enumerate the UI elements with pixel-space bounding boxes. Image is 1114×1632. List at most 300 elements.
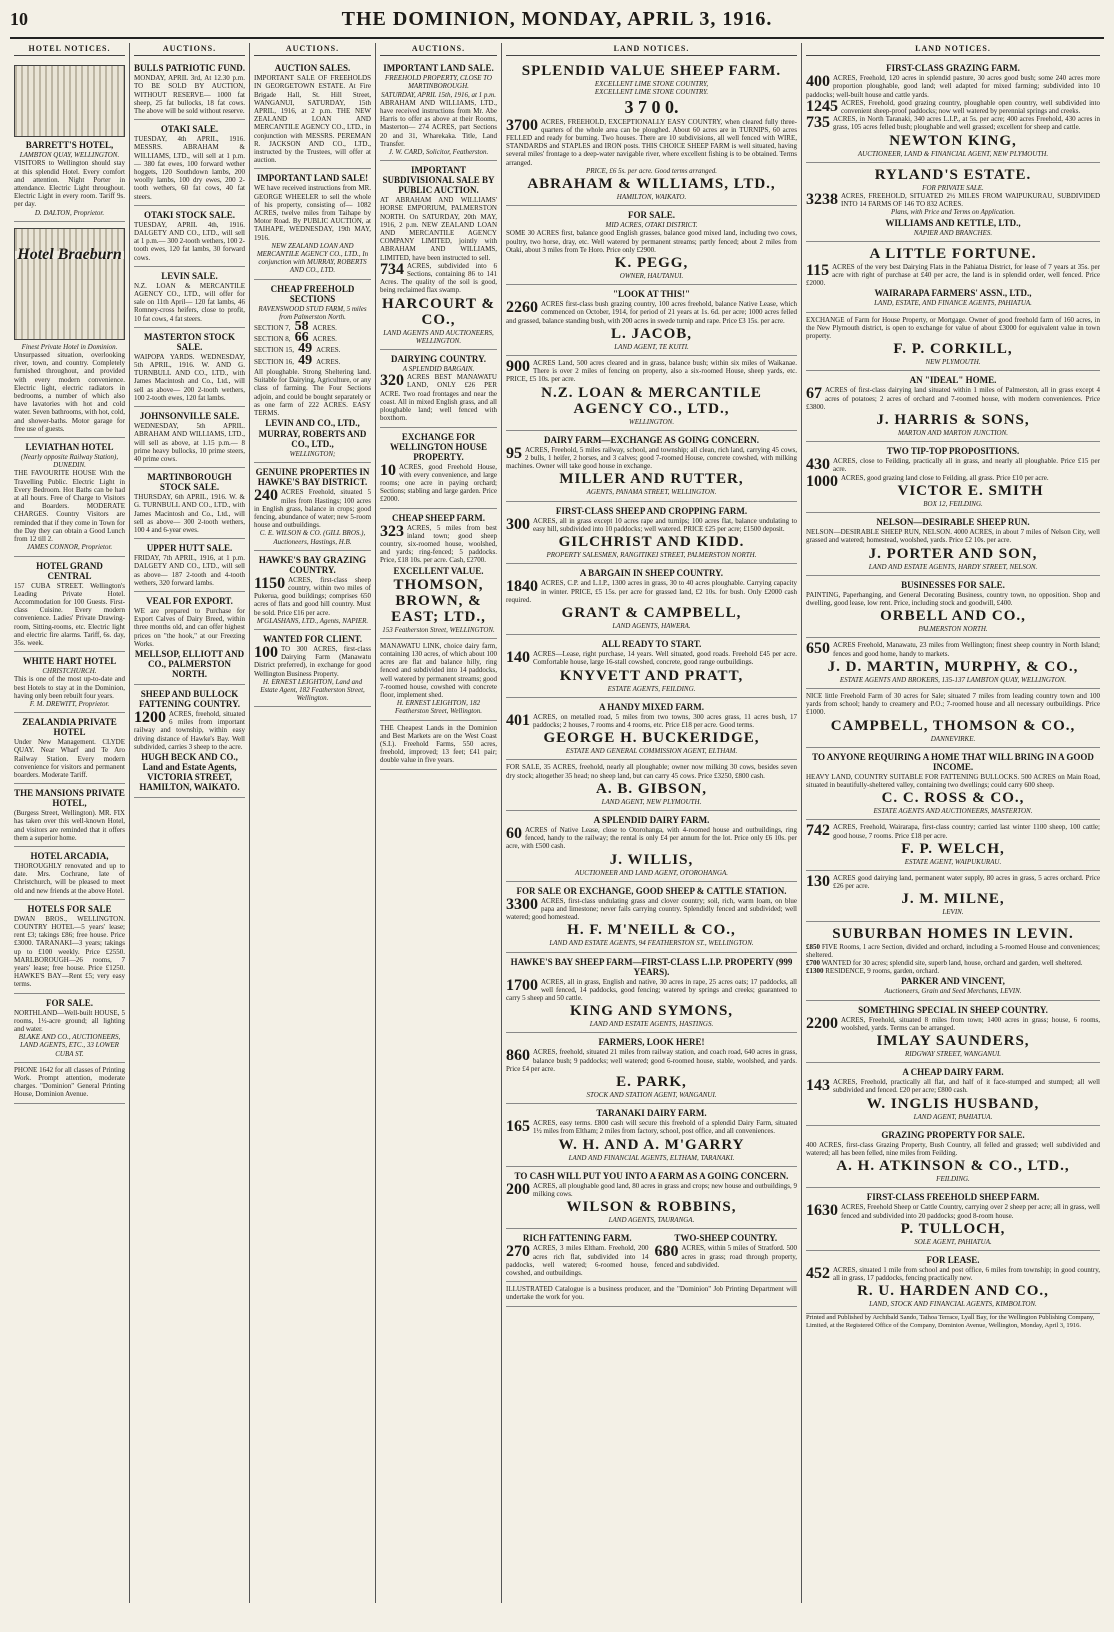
acreage-figure: 1000 [806,472,838,490]
ad-body: ACRES first-class bush grazing country, 100 acres freehold, balance Native Lease, which commenced on October, 1914, for period of 21 years at 1s. 6d. per acre; 1000 acres felled and grassed, balance standing bush, with 200 acres in swede turnip and rape. Price £3 15s. per acre. [506,300,797,325]
ad-exchange-farm [806,313,1100,372]
ad-leviathan-hotel [14,438,125,556]
ad-agent-location: ESTATE AGENTS AND BROKERS, 135-137 LAMBTON QUAY, WELLINGTON. [839,675,1067,684]
ad-agent: L. JACOB, [610,325,693,342]
ad-agent-location: STOCK AND STATION AGENT, WANGANUI. [586,1090,717,1099]
ad-agent-location: DANNEVIRKE. [930,734,976,743]
ad-heading: FOR LEASE. [926,1255,980,1266]
acreage-figure: 3700 [506,116,538,134]
ad-agent: J. W. CARD, Solicitor, Featherston. [388,148,489,157]
ad-heading: IMPORTANT SUBDIVISIONAL SALE BY PUBLIC AUCTION. [382,165,495,196]
ad-important-land-sale [254,169,371,279]
ad-ideal-home [806,371,1100,442]
ad-hawkes-bay-grazing [254,551,371,630]
ad-agent: GRANT & CAMPBELL, [561,604,742,621]
ad-heading: MARTINBOROUGH STOCK SALE. [147,472,232,493]
ad-heading: A CHEAP DAIRY FARM. [902,1067,1004,1078]
ad-heading: RYLAND'S ESTATE. [874,166,1032,183]
ad-body: ACRES, all in grass except 10 acres rape and turnips; 100 acres flat, balance undulating to easy hill, subdivided into 10 paddocks; well watered. PRICE £25 per acre; £1500 deposit. [533,516,797,533]
ad-body: ACRES, good grazing land close to Feilding, all grass. Price £10 per acre. [841,473,1049,482]
ad-agent: N.Z. LOAN & MERCANTILE AGENCY CO., LTD., [541,384,762,417]
ad-body: ACRES, close to Feilding, practically all in grass, and nearly all ploughable. Price £15 per acre. [833,457,1100,474]
ad-body: ACRES, Freehold, practically all flat, and half of it face-stumped and stumped; all well subdivided and fenced. £20 per acre; £800 cash. [833,1078,1100,1095]
ad-agent: F. P. WELCH, [901,840,1005,857]
acreage-figure: 95 [506,444,522,462]
ad-sheep-cropping-farm [506,502,797,565]
ad-35-acres [506,760,797,811]
ad-grazing-property [806,1126,1100,1189]
ad-body: ACRES, on metalled road, 5 miles from two towns, 300 acres grass, 11 acres bush, 17 paddocks; 2 houses, 7 rooms and 4 rooms, etc. Price £18 per acre. Good terms. [533,712,797,729]
ad-body: ACRES, C.P. and L.I.P., 1300 acres in grass, 30 to 40 acres ploughable. Carrying capacity in winter. PRICE, £5 15s. per acre for grassed land, £2 10s. for bush. Only £2000 cash required. [506,579,797,604]
ad-agent: H. ERNEST LEIGHTON, Land and Estate Agent, 182 Featherston Street, Wellington. [260,677,365,703]
ad-body: SOME 30 ACRES first, balance good English grasses, balance good mixed land, including two cows, poultry, two horse, dray, etc. Well watered by permanent streams; partly fenced; about 2 miles from Otaki, about 3 miles from Te Horo. Price only £2900. [506,229,797,254]
ad-heading: CHEAP SHEEP FARM. [391,512,486,523]
ad-agent: A. B. GIBSON, [596,780,707,797]
ad-hotel-grand-central [14,557,125,653]
ad-agent-location: WELLINGTON; [289,450,336,459]
columns [10,43,1104,1603]
ad-heading: FIRST-CLASS SHEEP AND CROPPING FARM. [555,505,748,516]
ad-body: ACRES, Freehold Sheep or Cattle Country, carrying over 2 sheep per acre; all in grass, well fenced and subdivided into 20 paddocks; good 8-room house. [841,1203,1100,1220]
ad-first-class-grazing [806,59,1100,163]
ad-splendid-sheep-farm [506,59,797,206]
ad-agent: WILLIAMS AND KETTLE, LTD., [885,217,1021,228]
ad-heading: BARRETT'S HOTEL, [25,140,114,151]
ad-agent-location: OWNER, HAUTANUI. [619,272,684,281]
ad-agent: HUGH BECK AND CO., Land and Estate Agents, VICTORIA STREET, HAMILTON, WAIKATO. [139,751,240,792]
acreage-figure: 1840 [506,578,538,596]
ad-martinborough-stock-sale [134,468,245,539]
acreage-figure: 143 [806,1077,830,1095]
ad-cheap-dairy-farm [806,1063,1100,1126]
ad-body: FOR SALE, 35 ACRES, freehold, nearly all ploughable; owner now milking 30 cows, besides seven dry stock; altogether 35 head; no sheep land, but can carry 45 cows. Price £3250, £800 cash. [506,763,797,780]
ad-proprietor: F. M. DREWITT, Proprietor. [29,699,110,708]
ad-heading: A LITTLE FORTUNE. [869,245,1037,262]
ad-agent-location: LAND AGENTS AND AUCTIONEERS, WELLINGTON. [383,328,494,345]
column-auctions-1 [130,43,250,1603]
ad-agent-location: LAND AGENT, TE KUITI. [614,342,689,351]
acreage-figure: 401 [506,711,530,729]
ad-cheap-freehold-sections [254,280,371,464]
ad-agent-location: WELLINGTON. [628,417,675,426]
acreage-figure: 2260 [506,299,538,317]
acreage-figure: 1150 [254,574,286,592]
section-heading: AUCTIONS. [380,43,497,56]
ad-agent: KING AND SYMONS, [569,1003,734,1020]
ad-body: TUESDAY, APRIL 4th, 1916. DALGETY AND CO., LTD., will sell at 1 p.m.— 300 2-tooth wethers, 100 2-tooth ewes, 120 fat lambs, 30 forward cows. [134,220,245,262]
ad-agent: H. ERNEST LEIGHTON, 182 Featherston Street, Wellington. [395,699,482,716]
ad-manawatu-link [380,639,497,721]
ad-heading: RICH FATTENING FARM. [522,1233,632,1244]
ad-heading: WANTED FOR CLIENT. [262,633,363,644]
ad-subheading: (Nearly opposite Railway Station), DUNEDIN. [20,453,119,470]
ad-bulls-patriotic-fund [134,59,245,120]
ad-agent-location: NEW PLYMOUTH. [925,358,981,367]
ad-heading: AUCTION SALES. [274,63,351,74]
acreage-figure: 734 [380,260,404,278]
ad-agent-location: 153 Featherston Street, WELLINGTON. [382,625,495,634]
ad-two-sheep-country [655,1232,798,1277]
ad-body: MANAWATU LINK, choice dairy farm, containing 130 acres, of which about 100 acres are flat and balance hilly, ring fenced and subdivided into 14 paddocks, well watered by permanent streams; good 7-roomed house, cowshed with concrete floor, implement shed. [380,641,497,699]
ad-otaki-stock-sale [134,206,245,267]
ad-caption: Finest Private Hotel in Dominion. [21,342,118,351]
ad-subheading: FREEHOLD PROPERTY, CLOSE TO MARTINBOROUGH. [385,74,492,91]
acreage-figure: 300 [506,515,530,533]
ad-proprietor: JAMES CONNOR, Proprietor. [26,543,113,552]
ad-heading: DAIRYING COUNTRY. [390,354,487,365]
ad-otaki-sale [134,120,245,206]
ad-agent-location: ESTATE AGENTS AND AUCTIONEERS, MASTERTON. [873,807,1033,816]
ad-agent-location: LAND AND FINANCIAL AGENTS, ELTHAM, TARANAKI. [568,1153,735,1162]
ad-body: ACRES, good Freehold House, with every convenience, and large rooms; one acre in paying orchard; Sections; stabling and large garden. Price £2000. [380,462,497,504]
ad-subheading: FOR PRIVATE SALE. [922,183,984,192]
ad-waikanae-land [506,356,797,431]
column-land-notices-2 [802,43,1104,1603]
ad-agent: WAIRARAPA FARMERS' ASSN., LTD., [874,288,1032,299]
ad-agent: WILSON & ROBBINS, [566,1199,737,1216]
acreage-figure: 60 [506,824,522,842]
ad-heading: SUBURBAN HOMES IN LEVIN. [832,925,1074,942]
ad-body: ACRES, Freehold, Wairarapa, first-class country; carried last winter 1100 sheep, 100 cattle; good house, 7 rooms. Price £18 per acre. [833,823,1100,840]
ad-body: WEDNESDAY, 5th APRIL. ABRAHAM AND WILLIAMS, LTD., will sell as above, at 1.15 p.m.— 8 prime heavy bullocks, 10 prime steers, 40 prime cows. [134,422,245,463]
ad-body: WAIPOPA YARDS. WEDNESDAY, 5th APRIL, 1916. W. AND G. TURNBULL AND CO., LTD., with James Macintosh and Co., Ltd., will sell as above— 200 2-tooth wethers, 100 2-tooth ewes, 120 fat lambs. [134,352,245,402]
ad-big-figure: 3 7 0 0. [624,96,679,117]
price-line: £700 WANTED for 30 acres; splendid site, superb land, house, orchard and garden, well sheltered. [806,958,1083,967]
section-heading: LAND NOTICES. [806,43,1100,56]
column-land-notices-1 [502,43,802,1603]
ad-price: PRICE, £6 5s. per acre. Good terms arranged. [586,166,717,175]
ad-agent-location: AUCTIONEER, LAND & FINANCIAL AGENT, NEW PLYMOUTH. [857,149,1049,158]
hotel-logo-lettering: Hotel Braeburn [15,251,124,259]
ad-bargain-sheep-country [506,564,797,635]
ad-cheap-sheep-farm [380,509,497,639]
ad-heading: THE MANSIONS PRIVATE HOTEL, [14,788,125,809]
ad-body: PAINTING, Paperhanging, and General Decorating Business, country town, no opposition. Shop and dwelling, good lease, low rent. Price, including stock and goodwill, £400. [806,590,1100,607]
section-heading: AUCTIONS. [134,43,245,56]
ad-upper-hutt-sale [134,539,245,592]
ad-agent: W. INGLIS HUSBAND, [866,1095,1040,1112]
ad-agent: C. E. WILSON & CO. (GILL BROS.), Auctioneers, Hastings, H.B. [259,529,366,546]
ad-agent: H. F. M'NEILL & CO., [567,922,736,939]
ad-body: THE Cheapest Lands in the Dominion and Best Markets are on the West Coast (S.I.). Freehold Farms, 550 acres, freehold, improved; 13 feet; £41 pair; double value in five years. [380,723,497,765]
ad-body: Unsurpassed situation, overlooking river, town, and country. Completely furnished throughout, and provided with every modern convenience. Electric light, electric radiators in bedrooms, a number of which also have lavatories with hot and cold water. Seven bathrooms, with hot, cold, and shower-baths. Motor garage for free use of guests. [14,351,126,433]
acreage-figure: 1200 [134,708,166,726]
ad-body: ACRES of first-class dairying land situated within 1 miles of Palmerston, all in grass except 4 acres of potatoes; 2 acres of orchard and 7-roomed house, with modern conveniences. Price £3800. [806,386,1100,411]
ad-agent: J. M. MILNE, [901,891,1005,908]
acreage-figure: 200 [506,1180,530,1198]
ad-heading: TWO-SHEEP COUNTRY. [674,1233,778,1244]
ad-body: N.Z. LOAN & MERCANTILE AGENCY CO., LTD., will offer for sale on 11th April— 120 fat lambs, 46 Romney-cross heifers, close to profit, 10 fat cows, 4 fat steers. [134,281,245,323]
ad-agent-location: LAND AND ESTATE AGENTS, 94 FEATHERSTON ST., WELLINGTON. [549,939,754,948]
ad-agent: J. HARRIS & SONS, [876,412,1030,429]
ad-body: ACRES, all in grass, English and native, 30 acres in rape, 25 acres oats; 17 paddocks, all well fenced, 14 paddocks, good fencing; watered by springs and creeks; guaranteed to carry 5 sheep and 50 cattle. [506,977,797,1002]
ad-body: ILLUSTRATED Catalogue is a business producer, and the "Dominion" Job Printing Department will undertake the work for you. [506,1285,797,1302]
ad-agent: MURRAY, ROBERTS AND CO., LTD., [258,429,367,450]
ad-heading: DAIRY FARM—EXCHANGE AS GOING CONCERN. [544,434,759,445]
ad-body: ACRES, freehold, situated 6 miles from important railway and township, within easy driving distance of Hawke's Bay. Well subdivided, carries 3 sheep to the acre. [134,709,245,751]
ad-body: 400 ACRES, first-class Grazing Property, Bush Country, all felled and grassed; well subdivided and watered; all has been felled, nine miles from Feilding. [806,1140,1100,1157]
ad-agent: IMLAY SAUNDERS, [876,1032,1030,1049]
ad-heading: FOR SALE. [627,210,675,221]
acreage-figure: 452 [806,1265,830,1283]
ad-heading: GENUINE PROPERTIES IN HAWKE'S BAY DISTRICT. [255,467,370,488]
price-line: £1300 RESIDENCE, 9 rooms, garden, orchard. [806,967,940,976]
ad-heading: FIRST-CLASS GRAZING FARM. [886,63,1020,74]
ad-hotels-for-sale [14,900,125,994]
ad-agent-location: LAND AND ESTATE AGENTS, HASTINGS. [589,1020,714,1029]
ad-agent: GEORGE H. BUCKERIDGE, [543,730,760,747]
acreage-figure: 430 [806,456,830,474]
ad-heading: A HANDY MIXED FARM. [599,701,704,712]
ad-subheading: A SPLENDID BARGAIN. [402,365,475,374]
ad-agent-location: FEILDING. [936,1175,970,1184]
ad-body: WE have received instructions from MR. GEORGE WHEELER to sell the whole of his property, consisting of— 1082 ACRES, twelve miles from Taihape by Motor Road. By PUBLIC AUCTION, at TAIHAPE, WEDNESDAY, 19th MAY, 1916. [254,184,371,242]
acreage-figure: 680 [654,1243,679,1261]
ad-heading: IMPORTANT LAND SALE! [256,173,369,184]
ad-taranaki-dairy-farm [506,1104,797,1167]
ad-agent: ABRAHAM & WILLIAMS, LTD., [527,176,776,193]
ad-body: IMPORTANT SALE OF FREEHOLDS IN GEORGETOWN ESTATE. At Fire Brigade Hall, St. Hill Street, WANGANUI, SATURDAY, 15th APRIL, 1916, at 2 p.m. THE NEW ZEALAND LOAN AND MERCANTILE AGENCY CO., LTD., in conjunction with MESSRS. PEREMAN R. JACKSON AND CO., LTD., instructed by the Trustees, will offer at auction. [254,74,371,165]
ad-heading: EXCHANGE FOR WELLINGTON HOUSE PROPERTY. [389,431,488,462]
ad-heading: FOR SALE. [45,997,93,1008]
ad-body: ACRES, FREEHOLD, EXCEPTIONALLY EASY COUNTRY, when cleared fully three-quarters of the whole area can be ploughed. About 60 acres are in TURNIPS, 60 acres FELLED and ready for burning. Two houses. There are 10 subdivisions, all well fenced with WIRE, STANDARDS and STAPLES and IRON posts. THIS CHOICE SHEEP FARM is well situated, having several miles' frontage to a deep-water navigable river, where excellent fishing is to be obtained. Terms arranged. [506,117,797,167]
acreage-figure: 2200 [806,1014,838,1032]
ad-little-fortune [806,242,1100,313]
ad-splendid-dairy-farm [506,811,797,882]
ad-heading: SPLENDID VALUE SHEEP FARM. [521,63,782,80]
ad-heading: TO ANYONE REQUIRING A HOME THAT WILL BRING IN A GOOD INCOME. [812,751,1094,772]
ad-agent-location: LAND, STOCK AND FINANCIAL AGENTS, KIMBOLTON. [869,1300,1037,1309]
ad-agent-location: MARTON AND MARTON JUNCTION. [897,429,1009,438]
ad-white-hart-hotel [14,652,125,713]
acreage-figure: 900 [506,358,530,376]
ad-agent-location: LAND AGENTS, HAWERA. [612,621,691,630]
ad-body: All ploughable. Strong Sheltering land. Suitable for Dairying, Agriculture, or any class of farming. The Four Sections adjoin, and could be bought separately or as one farm of 222 ACRES. EASY TERMS. [254,367,371,417]
price-line: £850 FIVE Rooms, 1 acre Section, divided and orchard, including a 5-roomed House and conveniences; sheltered. [806,942,1100,959]
ad-agent-location: LEVIN. [942,908,964,917]
ad-body: ACRES, freehold, situated 21 miles from railway station, and coach road, 640 acres in grass, balance bush; 9 paddocks; well watered; good 6-roomed house, stable, woolshed, and yards. Price £4 per acre. [506,1048,797,1073]
ad-subheading: EXCELLENT LIME STONE COUNTRY, [594,80,709,89]
ad-body: ACRES, easy terms. £800 cash will secure this freehold of a splendid Dairy Farm, situated 1½ miles from Eltham; 2 miles from factory, school, post office, and all conveniences. [533,1119,797,1136]
ad-barretts-hotel [14,59,125,222]
ad-heading: JOHNSONVILLE SALE. [139,411,240,422]
ad-heading: AN "IDEAL" HOME. [909,375,997,386]
ad-subheading: CHRISTCHURCH. [42,667,97,676]
ad-veal-for-export [134,592,245,685]
ad-sheep-cattle-station [506,882,797,953]
acreage-figure: 3300 [506,895,538,913]
ad-nice-little-farm [806,689,1100,748]
ad-all-ready-to-start [506,635,797,698]
ad-agent: C. C. ROSS & CO., [881,790,1025,807]
ad-body: ACRES of Native Lease, close to Otorohanga, with 4-roomed house and outbuildings, ring fenced, handy to the railway; the rental is only £4 per annum for the lot. Price only £6 10s. per acre, with £500 cash. [506,825,797,851]
ad-subheading: LAMBTON QUAY, WELLINGTON. [19,151,120,160]
ad-heading: ZEALANDIA PRIVATE HOTEL [22,717,117,738]
ad-zealandia-hotel [14,713,125,784]
ad-agent-location: ESTATE AGENT, WAIPUKURAU. [904,857,1002,866]
newspaper-title: THE DOMINION, MONDAY, APRIL 3, 1916. [341,8,773,30]
ad-agent: LEVIN AND CO., LTD., [265,418,360,429]
ad-two-column-farms [506,1229,797,1282]
acreage-figure: 67 [806,385,822,403]
ad-heading: "LOOK AT THIS!" [612,289,691,300]
ad-body: ACRES, 5 miles from best inland town; good sheep country, six-roomed house, woolshed, and yards; ring-fenced; 5 paddocks. Price, £18 10s. per acre. Cash, £2700. [380,523,497,565]
ad-body: THE FAVOURITE HOUSE With the Travelling Public. Electric Light in Every Bedroom. Hot Baths can be had at all hours. Free of Charge to Visitors and Boarders. MODERATE CHARGES. Country Visitors are reminded that if they come in Town for the Day they can obtain a Good Lunch from 12 till 2. [14,469,125,544]
section-lot-list [254,319,371,368]
ad-heading: LEVIN SALE. [161,270,218,281]
ad-hawkes-bay-sheep-farm [506,953,797,1034]
ad-look-at-this [506,285,797,356]
ad-heading: LEVIATHAN HOTEL [25,442,114,453]
column-hotel-notices [10,43,130,1603]
ad-home-good-income [806,748,1100,821]
ad-body: ACRES—Lease, right purchase, 14 years. Well situated, good roads. Freehold £45 per acre. Comfortable house, large 16-stall cowshed, concrete, good range outbuildings. [533,650,797,667]
ad-agent: J. WILLIS, [609,851,694,868]
ad-body: ACRES, Freehold, good grazing country, ploughable open country, well subdivided into convenient sheep-proof paddocks; now well watered by perennial springs and creeks. [841,98,1100,116]
ad-body: ACRES good dairying land, permanent water supply, 80 acres in grass, 5 acres orchard. Price £26 per acre. [833,873,1100,891]
ad-heading: A SPLENDID DAIRY FARM. [593,814,710,825]
ad-subheading: RAVENSWOOD STUD FARM, 5 miles from Palmerston North. [258,304,367,321]
ad-note: Plans, with Price and Terms on Application. [890,208,1016,217]
ad-agent-location: PROPERTY SALESMEN, RANGITIKEI STREET, PALMERSTON NORTH. [546,551,757,560]
ad-west-coast-lands [380,721,497,770]
ad-subdivisional-sale [380,161,497,350]
acreage-figure: 1245 [806,97,838,115]
ad-heading: HOTEL GRAND CENTRAL [36,560,103,581]
column-auctions-2 [250,43,376,1603]
ad-masterton-stock-sale [134,328,245,407]
ad-heading: SOMETHING SPECIAL IN SHEEP COUNTRY. [858,1004,1048,1015]
ad-wanted-for-client [254,630,371,707]
ad-date: SATURDAY, APRIL 15th, 1916, at 1 p.m. [381,90,496,99]
ad-heading: FOR SALE OR EXCHANGE, GOOD SHEEP & CATTLE STATION. [516,885,787,896]
ad-agent: GILCHRIST AND KIDD. [558,534,745,551]
ad-georgetown-estate [254,59,371,169]
ad-body: DWAN BROS., WELLINGTON. COUNTRY HOTEL—5 years' lease; rent £3; takings £86; free house. Price £3000. TARANAKI—3 years; takings up to £100 weekly. Price £2550. MARLBOROUGH—26 rooms, 7 years' lease; free house. Price £1250. HAWKE'S BAY—Rent £5; very easy terms. [14,914,125,989]
ad-body: NICE little Freehold Farm of 30 acres for Sale; situated 7 miles from leading country town and 100 yards from school; handy to creamery and P.O.; 7-roomed house and all necessary outbuildings. Price £1000. [806,691,1100,717]
ad-agent: NEW ZEALAND LOAN AND MERCANTILE AGENCY CO., LTD., In conjunction with MURRAY, ROBERTS AND CO., LTD. [256,241,369,275]
ad-agent: K. PEGG, [614,255,689,272]
acreage-figure: 1630 [806,1202,838,1220]
ad-body: ACRES, Freehold, 120 acres in splendid pasture, 30 acres good bush; some 240 acres more proportion ploughable, good land; well adapted for mixed farming; subdivided into 10 paddocks; well-built house and cattle yards. [806,74,1100,99]
ad-body: ACRES, 3 miles Eltham. Freehold, 200 acres rich flat, subdivided into 14 paddocks, well watered; 6-roomed house, cowshed, and outbuildings. [506,1244,649,1278]
ad-agent-location: ESTATE AND GENERAL COMMISSION AGENT, ELTHAM. [565,747,738,756]
ad-body: (Burgess Street, Wellington). MR. FIX has taken over this well-known Hotel, and visitors are reminded that it offers them a superior home. [14,809,125,842]
acreage-figure: 650 [806,640,830,658]
ad-agent: E. PARK, [616,1073,687,1090]
ad-levin-dairying [806,871,1100,922]
ad-agent-location: LAND AGENTS, TAURANGA. [608,1216,695,1225]
section-lot: SECTION 16, 49 ACRES. [254,352,341,368]
ad-body: FRIDAY, 7th APRIL, 1916, at 1 p.m. DALGETY AND CO., LTD., will sell as above— 187 2-tooth and 4-tooth wethers, 320 forward lambs. [134,554,245,587]
ad-dairying-country [380,350,497,427]
ad-body: Under New Management. CLYDE QUAY. Near Wharf and Te Aro Railway Station. Every modern convenience for visitors and permanent boarders. Moderate Tariff. [14,738,125,779]
ad-body: ACRES, within 5 miles of Stratford. 500 acres in grass; road through property, fenced and subdivided. [654,1244,797,1269]
ad-suburban-homes-levin [806,922,1100,1001]
ad-mansions-hotel [14,784,125,847]
ad-special-sheep-country [806,1001,1100,1064]
ad-proprietor: D. DALTON, Proprietor. [34,208,105,217]
ad-freehold-sheep-farm [806,1188,1100,1251]
ad-heading: A BARGAIN IN SHEEP COUNTRY. [579,568,724,579]
ad-body: ACRES, Freehold, 5 miles railway, school, and township; all clean, rich land, carrying 45 cows, 2 bulls, 1 heifer, 2 horses, and 3 calves; good 7-roomed House, concrete cowshed, with milking machines. Owner will take good house in exchange. [506,445,797,471]
ad-body: ACRES, situated 1 mile from school and post office, 6 miles from township; in good country, all in grass, 17 paddocks, fencing practically new. [833,1266,1100,1283]
acreage-figure: 115 [806,261,830,279]
hotel-illustration [14,65,125,137]
ad-agent-location: LAND AGENT, PAHIATUA. [913,1112,993,1121]
ad-hotel-arcadia [14,847,125,900]
ad-agent: J. D. MARTIN, MURPHY, & CO., [827,658,1079,675]
ad-body: NELSON—DESIRABLE SHEEP RUN, NELSON. 4000 ACRES, in about 7 miles of Nelson City, well grassed and watered; homestead, woolshed, yards. Price £2 10s. per acre. [806,528,1100,545]
ad-body: ACRES, first-class sheep country, within two miles of Pukerua, good buildings; comprises 650 acres of flats and good hill country. Must be sold. Price £16 per acre. [254,575,371,617]
section-heading: LAND NOTICES. [506,43,797,56]
ad-agent: F. P. CORKILL, [893,341,1013,358]
ad-rich-fattening-farm [506,1232,649,1277]
ad-exchange-wellington [380,428,497,509]
ad-businesses-for-sale [806,576,1100,639]
ad-body: ACRES, subdivided into 6 Sections, containing 86 to 141 Acres. The quality of the soil is good, being reclaimed flax swamp. [380,261,497,295]
ad-sheep-bullock-country [134,685,245,798]
acreage-figure: 323 [380,522,404,540]
ad-body: AT ABRAHAM AND WILLIAMS' HORSE EMPORIUM, PALMERSTON NORTH. On SATURDAY, 20th MAY, 1916, 2 p.m. NEW ZEALAND LOAN AND MERCANTILE AGENCY COMPANY LIMITED, jointly with ABRAHAM AND WILLIAMS, LIMITED, have been instructed to sell. [380,196,497,262]
ad-heading: BUSINESSES FOR SALE. [901,579,1005,590]
ad-heading: MASTERTON STOCK SALE. [143,331,236,352]
ad-agent-location: AUCTIONEER AND LAND AGENT, OTOROHANGA. [574,868,729,877]
ad-for-sale-northland [14,994,125,1063]
ad-agent-location: SOLE AGENT, PAHIATUA. [914,1237,992,1246]
ad-body: ACRES, all ploughable good land, 80 acres in grass and crops; new house and outbuildings, 9 milking cows. [533,1181,797,1198]
ad-farmers-look-here [506,1033,797,1104]
ad-agent: W. H. AND A. M'GARRY [558,1136,745,1153]
ad-agent: THOMSON, BROWN, & EAST; LTD., [391,576,486,625]
ad-agent: MELLSOP, ELLIOTT AND CO., PALMERSTON NORTH. [134,648,245,679]
acreage-figure: 240 [254,487,278,505]
ad-body: ACRES Freehold, Manawatu, 23 miles from Wellington; finest sheep country in North Island; fences and good home, handy to markets. [833,641,1100,658]
ad-illustrated-catalogue [506,1282,797,1306]
ad-heading: HOTELS FOR SALE [27,903,112,914]
ad-agent: BLAKE AND CO., AUCTIONEERS, LAND AGENTS, ETC., 33 LOWER CUBA ST. [18,1033,121,1058]
ad-body: NORTHLAND—Well-built HOUSE, 5 rooms, 1½-acre ground; all lighting and water. [14,1008,125,1034]
ad-body: PHONE 1642 for all classes of Printing Work. Prompt attention, moderate charges. "Dominion" General Printing House, Dominion Avenue. [14,1065,125,1099]
section-lot: SECTION 15, 49 ACRES. [254,341,341,357]
ad-heading: GRAZING PROPERTY FOR SALE. [881,1129,1025,1140]
ad-heading: FARMERS, LOOK HERE! [598,1037,705,1048]
ad-agent-location: AGENTS, PANAMA STREET, WELLINGTON. [586,488,717,497]
ad-agent-location: LAND AND ESTATE AGENTS, HARDY STREET, NELSON. [868,562,1038,571]
printer-imprint: Printed and Published by Archibald Sando, Taihoa Terrace, Lyall Bay, for the Wellington Publishing Company, Limited, at the Registered Office of the Company, Dominion Avenue, Wellington, Monday, April 3, 1916. [806,1313,1095,1329]
acreage-figure: 130 [806,872,830,890]
ad-heading: SHEEP AND BULLOCK FATTENING COUNTRY. [138,688,241,709]
ad-body: TO 300 ACRES, first-class Dairying Farm (Manawatu District preferred), in exchange for good Wellington Business Property. [254,644,371,678]
ad-subheading: MID ACRES, OTAKI DISTRICT. [605,221,698,230]
ad-heading: NELSON—DESIRABLE SHEEP RUN. [876,517,1030,528]
ad-agent-location: PALMERSTON NORTH. [918,625,988,634]
ad-agent: KNYVETT AND PRATT, [559,667,744,684]
section-heading: AUCTIONS. [254,43,371,56]
ad-heading: ALL READY TO START. [601,639,702,650]
ad-agent: PARKER AND VINCENT, [901,976,1005,987]
ad-body: ACRES of the very best Dairying Flats in the Pahiatua District, for lease of 7 years at 35s. per acre with right of purchase at £40 per acre, the land is in splendid order, well fenced. Price £2000. [806,262,1100,288]
acreage-figure: 3238 [806,191,838,209]
hotel-braeburn-illustration [14,228,125,340]
acreage-figure: 270 [506,1243,530,1261]
acreage-figure: 140 [506,649,530,667]
ad-agent: ORBELL AND CO., [880,608,1026,625]
ad-dairy-farm-exchange [506,431,797,502]
page-number: 10 [10,9,28,29]
ad-going-concern [506,1167,797,1230]
ad-handy-mixed-farm [506,698,797,761]
